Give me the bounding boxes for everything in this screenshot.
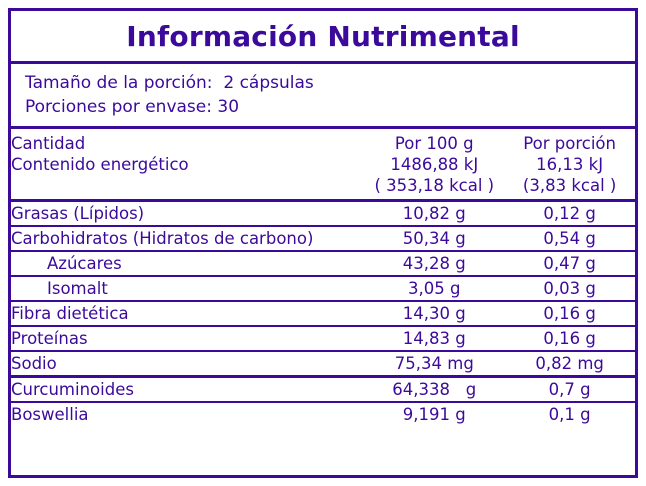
row-label: Boswellia — [11, 405, 89, 425]
servings-label: Porciones por envase: — [25, 97, 212, 118]
row-per100: 43,28 g — [402, 254, 466, 274]
row-divider — [11, 225, 635, 227]
energy-per100-kj: 1486,88 kJ — [390, 155, 479, 175]
row-label: Curcuminoides — [11, 380, 134, 400]
row-perportion: 0,54 g — [543, 229, 596, 249]
energy-per100-kcal: ( 353,18 kcal ) — [374, 176, 495, 196]
section-divider — [11, 199, 635, 202]
row-divider — [11, 250, 635, 252]
serving-size-label: Tamaño de la porción: — [25, 73, 213, 93]
nutrition-table — [11, 129, 635, 425]
serving-info — [11, 64, 635, 126]
energy-perportion-kj: 16,13 kJ — [536, 155, 604, 175]
row-divider — [11, 350, 635, 352]
row-per100: 50,34 g — [402, 229, 466, 249]
row-per100: 14,83 g — [402, 329, 466, 349]
row-label: Proteínas — [11, 329, 88, 349]
row-label: Carbohidratos (Hidratos de carbono) — [11, 229, 314, 249]
row-divider — [11, 300, 635, 302]
serving-size-value: 2 cápsulas — [223, 73, 314, 93]
table-row — [11, 404, 635, 425]
servings-value: 30 — [217, 97, 240, 118]
table-row — [11, 278, 635, 299]
page-title: Información Nutrimental — [126, 20, 520, 53]
row-perportion: 0,03 g — [543, 279, 596, 299]
row-divider — [11, 325, 635, 327]
row-per100: 75,34 mg — [394, 354, 474, 374]
column-header-per100: Por 100 g — [394, 134, 474, 154]
row-label: Fibra dietética — [11, 304, 129, 324]
row-perportion: 0,82 mg — [535, 354, 604, 374]
table-row — [11, 203, 635, 224]
row-perportion: 0,16 g — [543, 304, 596, 324]
row-perportion: 0,16 g — [543, 329, 596, 349]
row-perportion: 0,47 g — [543, 254, 596, 274]
table-row — [11, 303, 635, 324]
row-label: Sodio — [11, 354, 57, 374]
table-row — [11, 328, 635, 349]
row-per100: 64,338 g — [392, 380, 477, 400]
row-perportion: 0,1 g — [548, 405, 591, 425]
table-row — [11, 253, 635, 274]
table-row — [11, 353, 635, 374]
energy-row-kcal — [11, 175, 635, 198]
row-perportion: 0,7 g — [548, 380, 591, 400]
energy-row-kj — [11, 154, 635, 175]
row-per100: 9,191 g — [402, 405, 466, 425]
energy-kcal-spacer — [11, 175, 364, 198]
table-row — [11, 379, 635, 400]
row-per100: 3,05 g — [408, 279, 461, 299]
energy-label: Contenido energético — [11, 155, 189, 175]
row-label: Isomalt — [47, 279, 108, 299]
row-divider — [11, 401, 635, 403]
section-divider — [11, 375, 635, 378]
serving-size-line — [25, 71, 621, 95]
row-per100: 14,30 g — [402, 304, 466, 324]
table-row — [11, 228, 635, 249]
row-label: Azúcares — [47, 254, 122, 274]
row-perportion: 0,12 g — [543, 204, 596, 224]
row-per100: 10,82 g — [402, 204, 466, 224]
row-label: Grasas (Lípidos) — [11, 204, 145, 224]
row-divider — [11, 275, 635, 277]
nutrition-label-panel — [8, 8, 638, 478]
energy-perportion-kcal: (3,83 kcal ) — [522, 176, 617, 196]
column-header-name: Cantidad — [11, 134, 86, 154]
table-header-row — [11, 129, 635, 154]
column-header-perportion: Por porción — [523, 134, 616, 154]
servings-per-container-line — [25, 95, 621, 119]
